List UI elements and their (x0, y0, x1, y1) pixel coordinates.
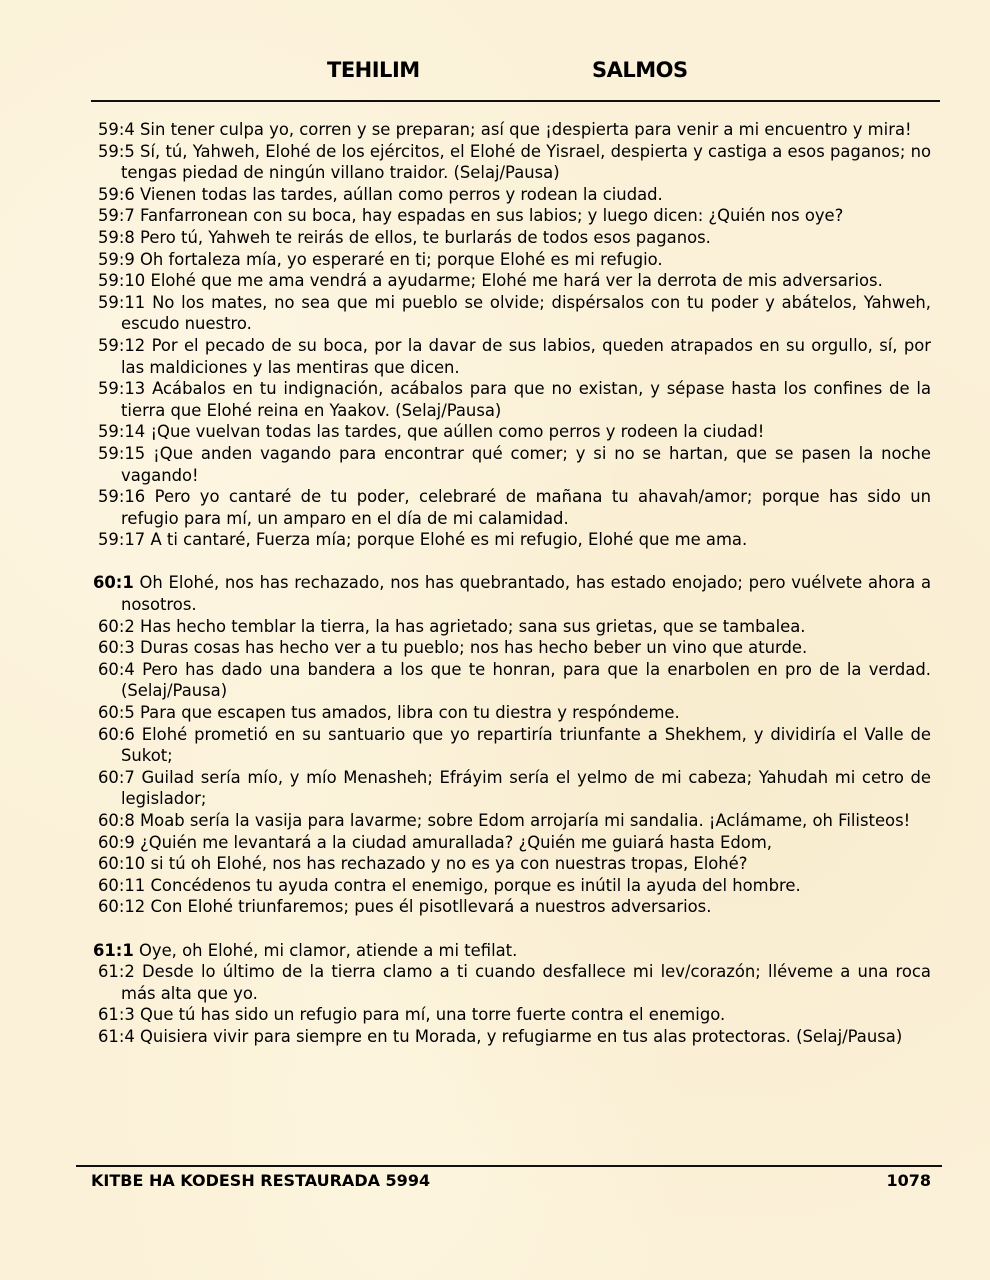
verse: 59:7 Fanfarronean con su boca, hay espadas en sus labios; y luego dicen: ¿Quién nos oye? (98, 206, 844, 226)
header-rule (91, 100, 940, 102)
chapter-gap (93, 918, 931, 940)
verse: 59:12 Por el pecado de su boca, por la davar de sus labios, queden atrapados en su orgullo, sí, por las maldiciones y las mentiras que dicen. (98, 335, 932, 377)
verse: 59:9 Oh fortaleza mía, yo esperaré en ti; porque Elohé es mi refugio. (98, 249, 663, 269)
page-footer (91, 1171, 931, 1193)
verse: 61:2 Desde lo último de la tierra clamo a ti cuando desfallece mi lev/corazón; lléveme a una roca más alta que yo. (98, 962, 931, 1003)
verse: 61:4 Quisiera vivir para siempre en tu Morada, y refugiarme en tus alas protectoras. (Selaj/Pausa) (98, 1026, 903, 1046)
verse: 60:7 Guilad sería mío, y mío Menasheh; Efráyim sería el yelmo de mi cabeza; Yahudah mi cetro de legislador; (98, 767, 931, 809)
verse: 60:4 Pero has dado una bandera a los que te honran, para que la enarbolen en pro de la verdad. (Selaj/Pausa) (98, 659, 931, 701)
verse: 60:3 Duras cosas has hecho ver a tu pueblo; nos has hecho beber un vino que aturde. (98, 638, 808, 658)
verse: 60:6 Elohé prometió en su santuario que yo repartiría triunfante a Shekhem, y dividiría el Valle de Sukot; (98, 724, 931, 766)
verse: 59:17 A ti cantaré, Fuerza mía; porque Elohé es mi refugio, Elohé que me ama. (98, 530, 748, 550)
verse: 59:5 Sí, tú, Yahweh, Elohé de los ejércitos, el Elohé de Yisrael, despierta y castiga a esos paganos; no tengas piedad de ningún villano traidor. (Selaj/Pausa) (98, 141, 931, 183)
verse: 59:10 Elohé que me ama vendrá a ayudarme; Elohé me hará ver la derrota de mis adversarios. (98, 271, 883, 291)
verse: 59:6 Vienen todas las tardes, aúllan como perros y rodean la ciudad. (98, 184, 663, 204)
verse: 60:5 Para que escapen tus amados, libra con tu diestra y respóndeme. (98, 703, 680, 723)
verse: 59:14 ¡Que vuelvan todas las tardes, que aúllen como perros y rodeen la ciudad! (98, 422, 765, 442)
header-book-spanish: SALMOS (592, 58, 688, 82)
verse: 60:2 Has hecho temblar la tierra, la has agrietado; sana sus grietas, que se tambalea. (98, 616, 806, 636)
verse: 61:3 Que tú has sido un refugio para mí, una torre fuerte contra el enemigo. (98, 1005, 726, 1025)
verse: 59:4 Sin tener culpa yo, corren y se preparan; así que ¡despierta para venir a mi encuentro y mira! (98, 120, 912, 139)
verse: 59:15 ¡Que anden vagando para encontrar qué comer; y si no se hartan, que se pasen la noche vagando! (98, 443, 932, 485)
chapter-first-verse: 61:1 Oye, oh Elohé, mi clamor, atiende a mi tefilat. (93, 940, 518, 960)
footer-title: KITBE HA KODESH RESTAURADA 5994 (91, 1171, 431, 1190)
verse-content (93, 119, 931, 1048)
header-book-hebrew: TEHILIM (327, 58, 420, 82)
verse: 60:12 Con Elohé triunfaremos; pues él pisotllevará a nuestros adversarios. (98, 897, 712, 917)
verse: 60:8 Moab sería la vasija para lavarme; sobre Edom arrojaría mi sandalia. ¡Aclámame, oh Filisteos! (98, 811, 911, 830)
verse: 60:11 Concédenos tu ayuda contra el enemigo, porque es inútil la ayuda del hombre. (98, 875, 801, 895)
verse: 59:8 Pero tú, Yahweh te reirás de ellos, te burlarás de todos esos paganos. (98, 227, 711, 247)
chapter-gap (93, 551, 931, 573)
chapter-first-verse: 60:1 Oh Elohé, nos has rechazado, nos has quebrantado, has estado enojado; pero vuélvete ahora a nosotros. (93, 573, 931, 615)
page-header (0, 58, 990, 90)
verse: 59:13 Acábalos en tu indignación, acábalos para que no existan, y sépase hasta los confines de la tierra que Elohé reina en Yaakov. (Selaj/Pausa) (98, 379, 932, 420)
verse: 59:11 No los mates, no sea que mi pueblo se olvide; dispérsalos con tu poder y abátelos, Yahweh, escudo nuestro. (98, 292, 931, 334)
verse: 60:9 ¿Quién me levantará a la ciudad amurallada? ¿Quién me guiará hasta Edom, (98, 832, 773, 852)
page-number: 1078 (886, 1171, 931, 1190)
footer-rule (76, 1165, 942, 1167)
verse: 59:16 Pero yo cantaré de tu poder, celebraré de mañana tu ahavah/amor; porque has sido un refugio para mí, un amparo en el día de mi calamidad. (98, 487, 931, 528)
verse: 60:10 si tú oh Elohé, nos has rechazado y no es ya con nuestras tropas, Elohé? (98, 854, 748, 874)
